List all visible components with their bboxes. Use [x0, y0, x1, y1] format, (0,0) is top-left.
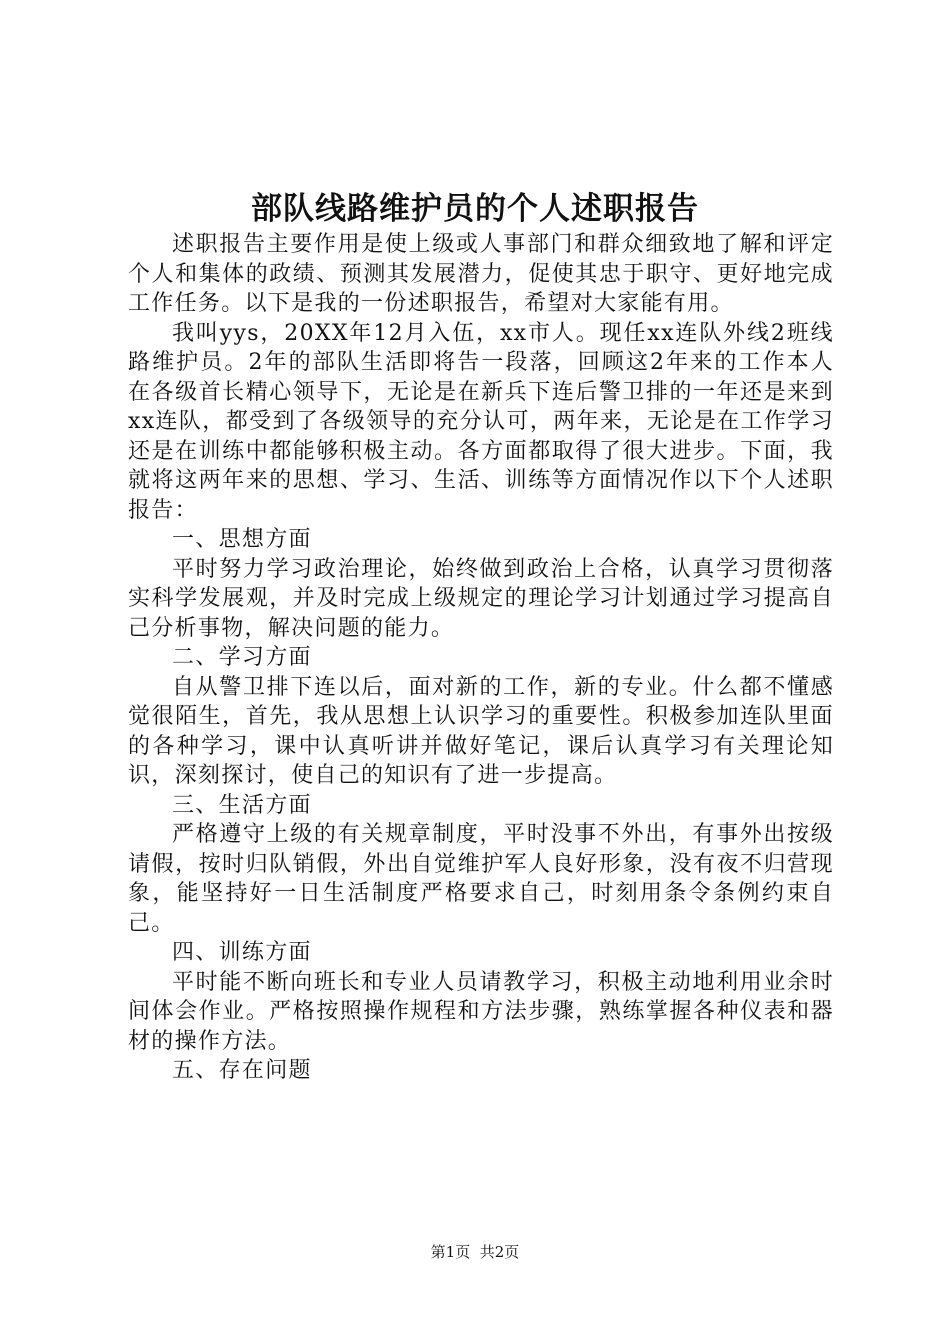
section-heading-life: 三、生活方面: [172, 792, 312, 818]
paragraph-self-introduction: 我叫yys，20XX年12月入伍，xx市人。现任xx连队外线2班线路维护员。2年的部队生活即将告一段落，回顾这2年来的工作本人在各级首长精心领导下，无论是在新兵下连后警卫排的一年还是来到xx连队，都受到了各级领导的充分认可，两年来，无论是在工作学习还是在训练中都能够积极主动。各方面都取得了很大进步。下面，我就将这两年来的思想、学习、生活、训练等方面情况作以下个人述职报告：: [128, 320, 834, 523]
page-total: 共2页: [479, 1243, 520, 1261]
paragraph-training: 平时能不断向班长和专业人员请教学习，积极主动地利用业余时间体会作业。严格按照操作规程和方法步骤，熟练掌握各种仪表和器材的操作方法。: [128, 969, 834, 1054]
document-title: 部队线路维护员的个人述职报告: [251, 191, 699, 227]
section-heading-study: 二、学习方面: [172, 645, 312, 670]
page-footer: [0, 1241, 950, 1263]
paragraph-intro: 述职报告主要作用是使上级或人事部门和群众细致地了解和评定个人和集体的政绩、预测其发展潜力，促使其忠于职守、更好地完成工作任务。以下是我的一份述职报告，希望对大家能有用。: [128, 232, 834, 316]
section-heading-thought: 一、思想方面: [172, 527, 312, 552]
section-heading-training: 四、训练方面: [172, 940, 312, 965]
paragraph-life: 严格遵守上级的有关规章制度，平时没事不外出，有事外出按级请假，按时归队销假，外出自觉维护军人良好形象，没有夜不归营现象，能坚持好一日生活制度严格要求自己，时刻用条令条例约束自己。: [128, 822, 834, 936]
paragraph-study: 自从警卫排下连以后，面对新的工作，新的专业。什么都不懂感觉很陌生，首先，我从思想上认识学习的重要性。积极参加连队里面的各种学习，课中认真听讲并做好笔记，课后认真学习有关理论知识，深刻探讨，使自己的知识有了进一步提高。: [128, 674, 834, 788]
section-heading-problems: 五、存在问题: [172, 1058, 312, 1083]
paragraph-thought: 平时努力学习政治理论，始终做到政治上合格，认真学习贯彻落实科学发展观，并及时完成上级规定的理论学习计划通过学习提高自己分析事物，解决问题的能力。: [128, 556, 834, 641]
document-body: [128, 230, 834, 1086]
page-number: 第1页: [430, 1243, 471, 1261]
